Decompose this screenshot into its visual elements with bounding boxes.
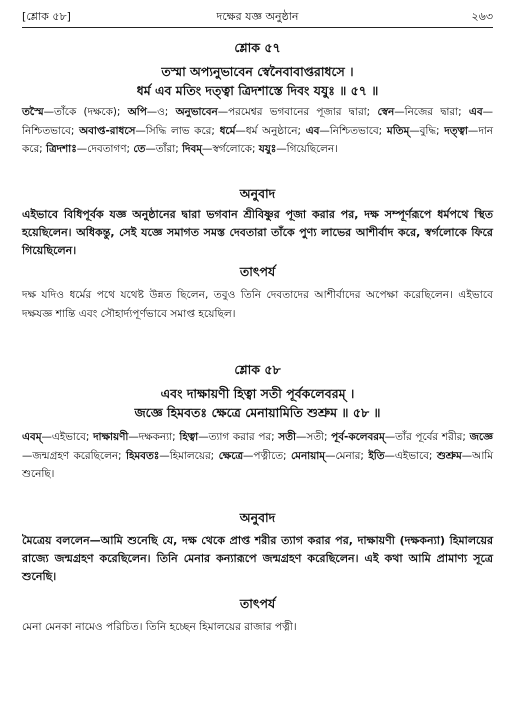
synonym-meaning: —ধর্ম অনুষ্ঠানে; (235, 124, 306, 137)
synonym-meaning: —মেনার; (325, 449, 369, 462)
synonym-meaning: —ত্যাগ করার পর; (198, 431, 279, 443)
verse-57-line-1: তস্মা অপ্যনুভাবেন স্বেনৈবাবাপ্তরাধসে । (161, 64, 354, 79)
synonym-word: তে (133, 143, 146, 155)
synonym-word: স্বেন (377, 106, 395, 118)
verse-58-heading: শ্লোক ৫৮ (234, 362, 281, 377)
verse-57-purport: দক্ষ যদিও ধর্মের পথে যথেষ্ট উন্নত ছিলেন, তবুও তিনি দেবতাদের আশীর্বাদের অপেক্ষা করেছিলেন। এইভাবে দক্ষযজ্ঞ শান্তি এবং সৌহার্দ্যপূর্ণভাবে সমাপ্ত হয়েছিল। (22, 289, 493, 320)
verse-58-purport: মেনা মেনকা নামেও পরিচিত। তিনি হচ্ছেন হিমালয়ের রাজার পত্নী। (22, 621, 297, 633)
synonym-word: দত্ত্বা (444, 124, 468, 137)
verse-57-line-2: ধর্ম এব মতিং দত্ত্বা ত্রিদশাস্তে দিবং যযুঃ ॥ ৫৭ ॥ (136, 83, 379, 98)
synonym-meaning: —দক্ষকন্যা; (128, 431, 180, 443)
synonym-word: ক্ষেত্রে (218, 449, 244, 462)
verse-57-translation-heading: অনুবাদ (239, 186, 276, 201)
verse-58-translation-heading: অনুবাদ (239, 510, 276, 525)
synonym-word: এবম্ (22, 431, 42, 443)
page-number: ২৬৩ (471, 10, 493, 23)
synonym-meaning: —পত্নীতে; (243, 449, 291, 462)
synonym-meaning: —স্বর্গলোকে; (202, 143, 259, 155)
synonym-meaning: —হিমালয়ের; (159, 449, 219, 462)
verse-57-text (22, 62, 493, 100)
synonym-meaning: —তাঁরা; (145, 143, 183, 155)
synonym-word: মতিম্ (386, 124, 410, 137)
synonym-meaning: —সিদ্ধি লাভ করে; (135, 124, 220, 137)
synonym-meaning: —নিজের দ্বারা; (394, 106, 469, 118)
verse-57-purport-heading: তাৎপর্য (239, 264, 276, 279)
synonym-word: পূর্ব-কলেবরম্ (331, 431, 385, 443)
verse-58-text (22, 384, 493, 422)
header-verse-ref: [শ্লোক ৫৮] (22, 10, 71, 23)
synonym-word: অবাপ্ত-রাধসে (79, 124, 136, 137)
verse-58-line-1: এবং দাক্ষায়ণী হিত্বা সতী পূর্বকলেবরম্ । (160, 386, 355, 401)
verse-57-synonyms (22, 103, 493, 159)
synonym-meaning: —ও; (146, 106, 176, 118)
synonym-word: ত্রিদশাঃ (45, 143, 77, 155)
synonym-meaning: —তাঁকে (দক্ষকে); (43, 106, 128, 118)
synonym-word: মেনায়াম্ (290, 449, 326, 462)
synonym-word: অপি (127, 106, 147, 118)
verse-58-synonyms (22, 428, 493, 484)
synonym-word: শুশ্রুম (436, 449, 462, 462)
synonym-word: সতী (278, 431, 296, 443)
synonym-word: এব (305, 124, 320, 137)
synonym-word: তস্মৈ (22, 106, 44, 118)
synonym-meaning: —তাঁর পূর্বের শরীর; (384, 431, 470, 443)
verse-57-heading: শ্লোক ৫৭ (234, 40, 281, 55)
verse-58-purport-heading: তাৎপর্য (239, 596, 276, 611)
synonym-word: ধর্মে (219, 124, 236, 137)
running-header (22, 8, 493, 26)
synonym-word: এব (468, 106, 483, 118)
synonym-word: হিত্বা (179, 431, 199, 443)
header-rule (22, 27, 493, 28)
synonym-meaning: —দেবতাগণ; (76, 143, 134, 155)
synonym-meaning: —সতী; (295, 431, 332, 443)
synonym-word: যযুঃ (258, 143, 277, 155)
synonym-word: হিমবতঃ (125, 449, 160, 462)
verse-58-translation: মৈত্রেয় বললেন—আমি শুনেছি যে, দক্ষ থেকে প্রাপ্ত শরীর ত্যাগ করার পর, দাক্ষায়ণী (দক্ষকন্যা) হিমালয়ের রাজ্যে জন্মগ্রহণ করেছিলেন। তিনি মেনার কন্যারূপে জন্মগ্রহণ করেছিলেন। এই কথা আমি প্রামাণ্য সূত্রে শুনেছি। (22, 534, 493, 583)
header-chapter-title: দক্ষের যজ্ঞ অনুষ্ঠান (216, 10, 299, 23)
synonym-meaning: —বুদ্ধি; (409, 124, 445, 137)
synonym-meaning: —এইভাবে; (384, 449, 437, 462)
synonym-meaning: —আমি শুনেছি। (22, 449, 494, 480)
synonym-meaning: —পরমেশ্বর ভগবানের পূজার দ্বারা; (217, 106, 378, 118)
synonym-meaning: —গিয়েছিলেন। (276, 143, 338, 155)
synonym-meaning: —এইভাবে; (41, 431, 94, 443)
synonym-meaning: —নিশ্চিতভাবে; (22, 106, 494, 137)
synonym-meaning: —দান করে; (22, 124, 493, 155)
synonym-word: জজ্ঞে (469, 431, 493, 443)
synonym-word: দিবম্ (182, 143, 203, 155)
synonym-meaning: —নিশ্চিতভাবে; (319, 124, 387, 137)
verse-58-line-2: জজ্ঞে হিমবতঃ ক্ষেত্রে মেনায়ামিতি শুশ্রুম ॥ ৫৮ ॥ (134, 405, 381, 420)
verse-57-translation: এইভাবে বিধিপূর্বক যজ্ঞ অনুষ্ঠানের দ্বারা ভগবান শ্রীবিষ্ণুর পূজা করার পর, দক্ষ সম্পূর্ণরূপে ধর্মপথে স্থিত হয়েছিলেন। অধিকন্তু, সেই যজ্ঞে সমাগত সমস্ত দেবতারা তাঁকে পুণ্য লাভের আশীর্বাদ করে, স্বর্গলোকে ফিরে গিয়েছিলেন। (22, 208, 493, 257)
synonym-word: দাক্ষায়ণী (93, 431, 129, 443)
synonym-word: ইতি (368, 449, 385, 462)
synonym-word: অনুভাবেন (175, 106, 218, 118)
synonym-meaning: —জন্মগ্রহণ করেছিলেন; (22, 449, 126, 462)
